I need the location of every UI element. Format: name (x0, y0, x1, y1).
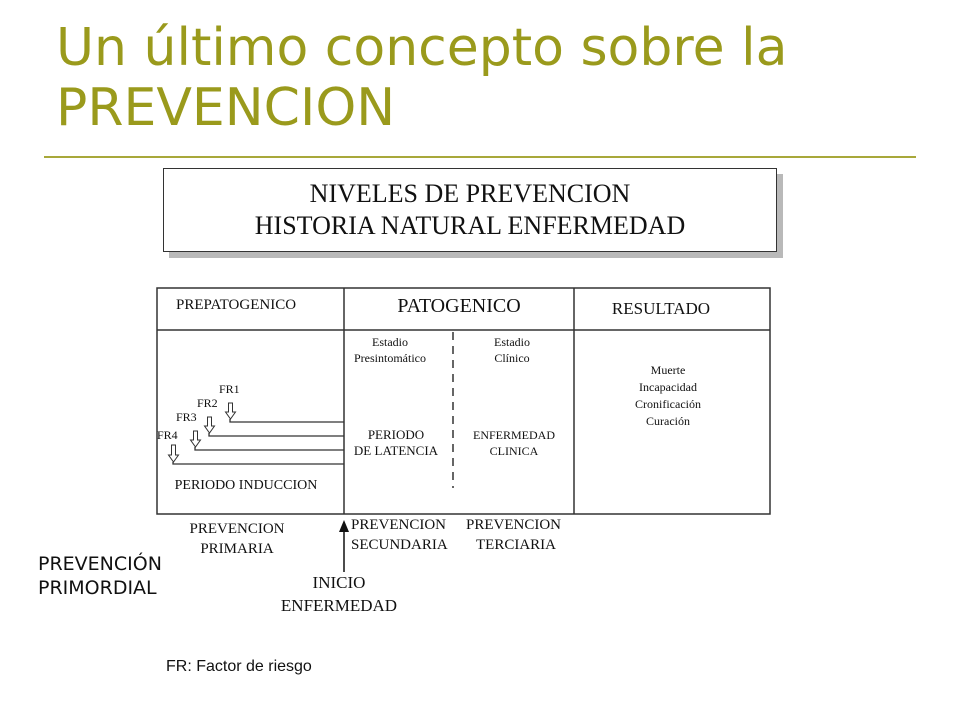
risk-factor-label-2: FR2 (197, 396, 218, 410)
stage-clinico-line1: Estadio (494, 335, 530, 349)
onset-label-line2: ENFERMEDAD (280, 596, 398, 615)
prevention-primaria-line2: PRIMARIA (200, 541, 274, 557)
stage-clinico-line2: Clínico (494, 351, 530, 365)
risk-factor-label-4: FR4 (157, 428, 178, 442)
up-arrow-icon (339, 520, 349, 532)
period-latencia-line2: DE LATENCIA (353, 443, 439, 458)
period-induccion: PERIODO INDUCCION (174, 478, 318, 493)
header-patogenico: PATOGENICO (397, 295, 521, 317)
header-resultado: RESULTADO (611, 299, 711, 318)
diagram-title-line2: HISTORIA NATURAL ENFERMEDAD (254, 211, 686, 240)
induction-line-fr3 (195, 447, 344, 450)
prevention-terciaria-line2: TERCIARIA (476, 537, 556, 553)
diagram-title-line1: NIVELES DE PREVENCION (309, 179, 631, 208)
prevention-secundaria-line2: SECUNDARIA (351, 537, 448, 553)
induction-line-fr4 (173, 462, 344, 464)
down-arrow-icon-fr1 (226, 403, 236, 419)
induction-line-fr2 (209, 433, 344, 436)
risk-factor-label-3: FR3 (176, 410, 197, 424)
outcome-2: Incapacidad (639, 380, 697, 394)
prevention-primordial-line1: PREVENCIÓN (38, 553, 162, 575)
slide-title-line2: PREVENCION (56, 78, 396, 138)
prevention-primaria-line1: PREVENCION (189, 521, 285, 537)
period-latencia-line1: PERIODO (367, 427, 425, 442)
onset-label-line1: INICIO (312, 573, 366, 592)
stage-presintomatico-line1: Estadio (372, 335, 408, 349)
stage-presintomatico-line2: Presintomático (354, 351, 426, 365)
down-arrow-icon-fr4 (169, 445, 179, 462)
prevention-primordial-line2: PRIMORDIAL (38, 577, 157, 599)
outcome-4: Curación (646, 414, 690, 428)
risk-factor-label-1: FR1 (219, 382, 240, 396)
footnote: FR: Factor de riesgo (166, 658, 312, 675)
down-arrow-icon-fr2 (205, 417, 215, 433)
slide-title-line1: Un último concepto sobre la (56, 18, 788, 78)
period-clinica-line1: ENFERMEDAD (472, 428, 556, 442)
outcome-3: Cronificación (635, 397, 701, 411)
prevention-terciaria-line1: PREVENCION (466, 517, 562, 533)
induction-line-fr1 (230, 419, 344, 422)
prevention-primordial (38, 552, 162, 600)
header-prepatogenico: PREPATOGENICO (176, 297, 297, 313)
outcome-1: Muerte (650, 363, 686, 377)
period-clinica-line2: CLINICA (489, 444, 539, 458)
down-arrow-icon-fr3 (191, 431, 201, 447)
prevention-secundaria-line1: PREVENCION (351, 517, 447, 533)
